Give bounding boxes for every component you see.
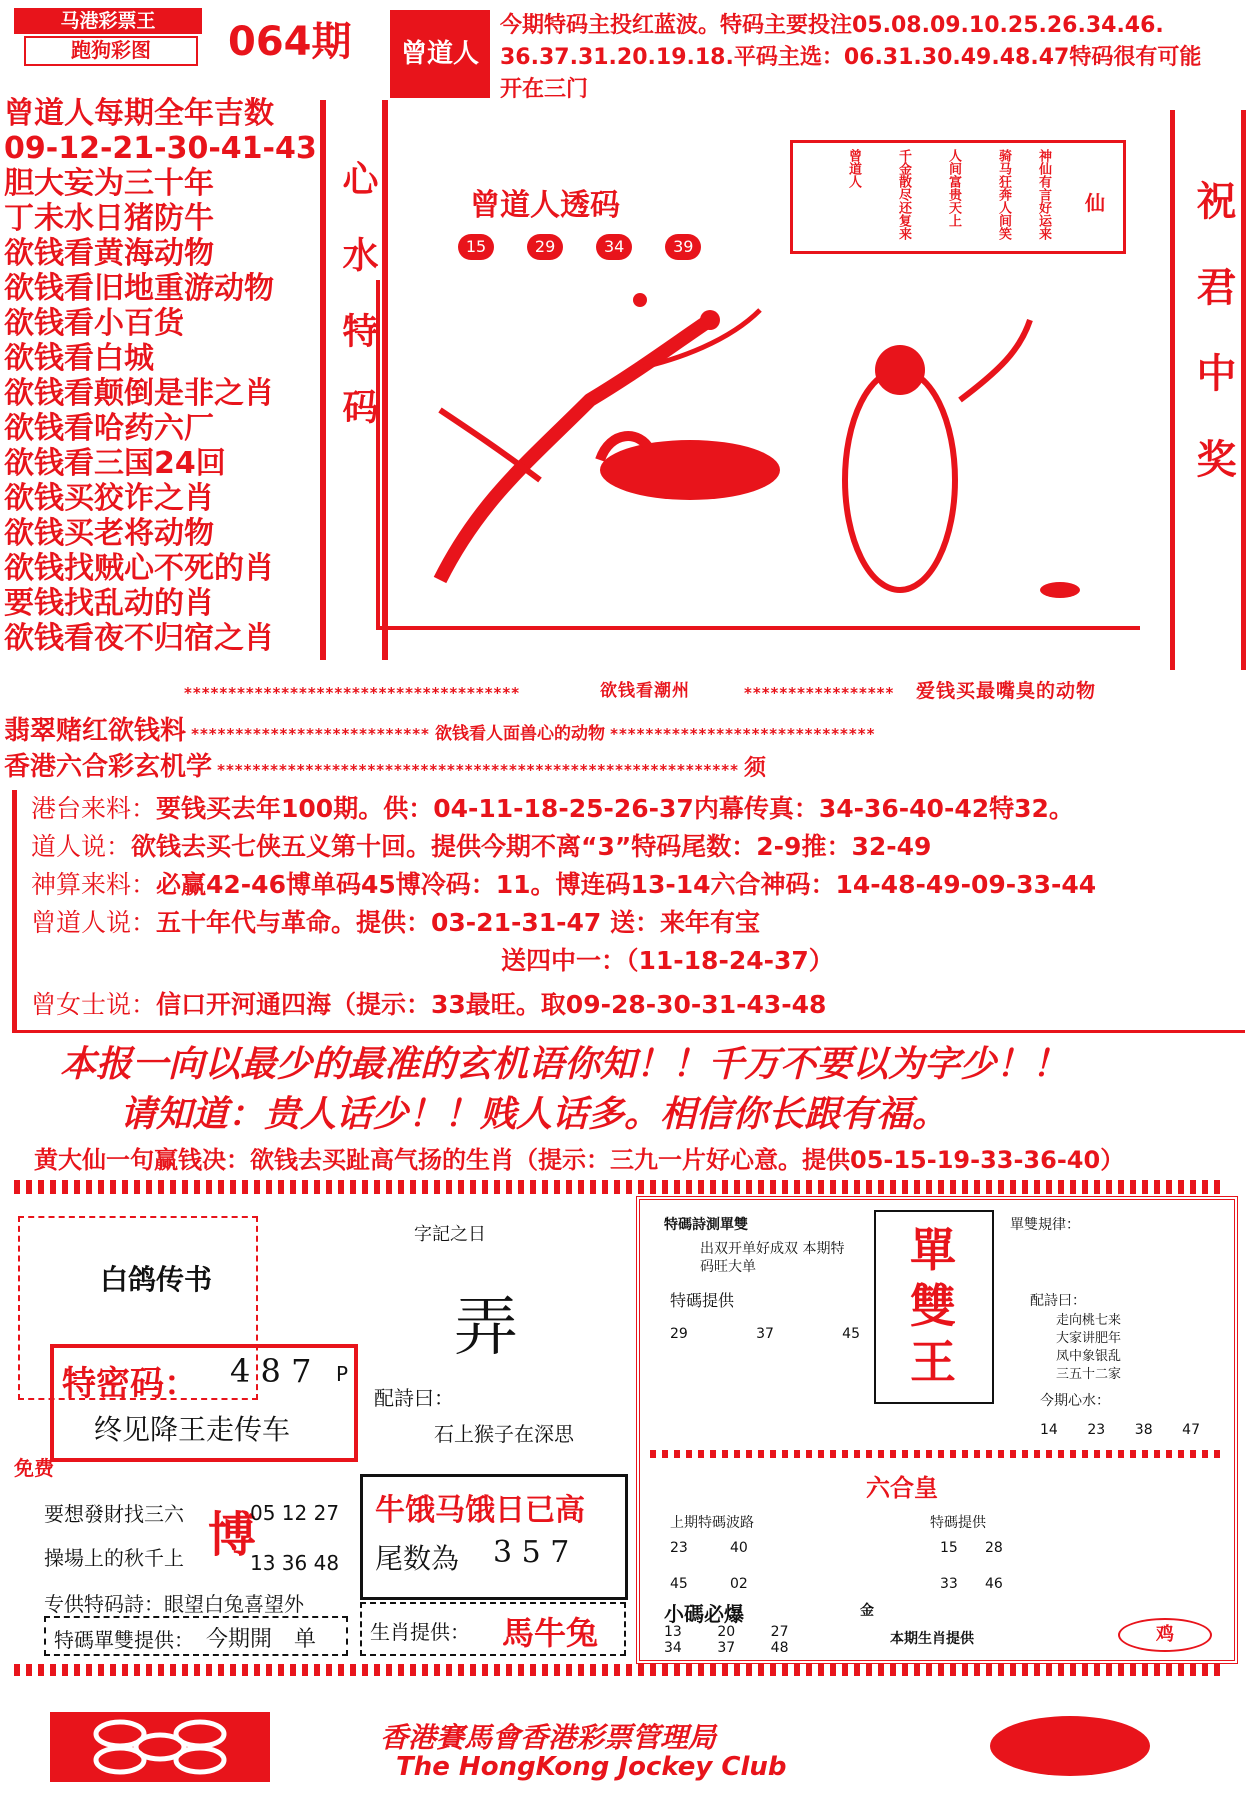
poem-box xyxy=(790,140,1126,254)
bo-character: 博 xyxy=(208,1507,257,1563)
tail-numbers: 3 5 7 xyxy=(493,1535,570,1570)
lower-title: 六合皇 xyxy=(866,1474,938,1502)
lower-mid-num: 33 xyxy=(940,1576,958,1592)
free-line: 要想發財找三六 xyxy=(44,1502,184,1526)
heart-num: 14 xyxy=(1040,1422,1058,1438)
hungry-text: 牛饿马饿日已高 xyxy=(375,1493,585,1528)
special-numbers: 4 8 7 xyxy=(230,1352,312,1390)
hen-badge: 鸡 xyxy=(1118,1618,1212,1652)
club-emblem-icon xyxy=(50,1712,270,1782)
clue-line: 欲钱买狡诈之肖 xyxy=(4,481,214,516)
right-pillar xyxy=(1170,110,1246,670)
clue-line: 欲钱看夜不归宿之肖 xyxy=(4,621,274,656)
book-title: 白鸽传书 xyxy=(100,1263,213,1296)
jockey-club-logo xyxy=(50,1712,270,1782)
header-logo xyxy=(14,8,204,64)
poem-line: 人间富贵天上 xyxy=(946,149,961,227)
stars-filler: ***************** xyxy=(744,684,895,702)
heart-num: 47 xyxy=(1182,1422,1200,1438)
lower-mid-title: 特碼提供 xyxy=(930,1515,986,1531)
big-character: 弄 xyxy=(454,1291,518,1365)
footer-org: 香港賽馬會香港彩票管理局 xyxy=(380,1721,717,1754)
tail-label: 尾数為 xyxy=(375,1542,460,1575)
info-line: 道人说：欲钱去买七侠五义第十回。提供今期不离“3”特码尾数：2-9推：32-49 xyxy=(31,832,932,861)
match-poem: 石上猴子在深思 xyxy=(434,1422,574,1446)
special-label: 特密码： xyxy=(62,1364,198,1404)
picture-title: 曾道人透码 xyxy=(470,188,620,223)
special-provide-nums xyxy=(670,1326,860,1342)
heart-label: 今期心水： xyxy=(1040,1393,1110,1409)
right-vertical-text: 祝君中奖 xyxy=(1190,180,1236,524)
clue-line: 欲钱看黄海动物 xyxy=(4,236,214,271)
top-poem: 出双开单好成双 本期特码旺大单 xyxy=(700,1241,845,1275)
zodiac-label: 生肖提供： xyxy=(370,1620,470,1644)
issue-number: 064期 xyxy=(228,19,352,65)
bottom-left-panel xyxy=(14,1196,626,1656)
stars-text-b: 爱钱买最嘴臭的动物 xyxy=(916,680,1097,702)
number-ball: 34 xyxy=(596,234,632,260)
zodiac-box xyxy=(360,1602,626,1656)
stars-filler: *********************************************************** xyxy=(217,761,739,779)
clue-line: 丁未水日猪防牛 xyxy=(4,201,214,236)
small-num: 20 xyxy=(717,1624,736,1640)
info-line: 曾道人说：五十年代与革命。提供：03-21-31-47 送：来年有宝 xyxy=(31,908,761,937)
clue-line: 欲钱看白城 xyxy=(4,341,154,376)
special-provide-label: 特碼提供 xyxy=(670,1291,735,1310)
free-lines xyxy=(44,1492,184,1580)
number-ball: 39 xyxy=(665,234,701,260)
lower-mid-num: 28 xyxy=(985,1540,1003,1556)
stars-filler: *************************** xyxy=(191,725,430,743)
special-num: 29 xyxy=(670,1326,688,1342)
ball-row xyxy=(458,234,715,260)
side-line: 三五十二家 xyxy=(1056,1367,1122,1382)
king-title: 單雙王 xyxy=(910,1223,956,1389)
slogan-line-2: 请知道：贵人话少！！贱人话多。相信你长跟有福。 xyxy=(120,1093,949,1135)
info-line: 曾女士说：信口开河通四海（提示：33最旺。取09-28-30-31-43-48 xyxy=(31,990,827,1019)
small-num: 34 xyxy=(664,1640,682,1656)
single-box xyxy=(44,1616,348,1656)
info-line: 神算来料：必赢42-46博单码45博冷码：11。博连码13-14六合神码：14-48-49-09-33-44 xyxy=(31,870,1097,899)
clue-line: 09-12-21-30-41-43 xyxy=(4,131,317,166)
old-man-icon xyxy=(845,370,955,590)
bo-number-row: 05 12 27 xyxy=(250,1501,340,1525)
special-poem-line: 专供特码詩：眼望白兔喜望外 xyxy=(44,1592,304,1616)
poem-title: 仙 xyxy=(1085,191,1105,215)
left-vertical-text: 心水特码 xyxy=(337,160,378,464)
lower-left-num: 40 xyxy=(730,1540,748,1556)
clue-line: 胆大妄为三十年 xyxy=(4,166,214,201)
gold-label: 金 xyxy=(860,1603,874,1619)
poem-line: 千金散尽还复来 xyxy=(896,149,911,240)
lower-left-num: 23 xyxy=(670,1540,688,1556)
lower-left-title: 上期特碼波路 xyxy=(670,1515,754,1531)
info-box xyxy=(12,790,1245,1033)
hungry-box xyxy=(360,1474,628,1600)
logo-line-2: 跑狗彩图 xyxy=(24,36,198,66)
illustration-frame xyxy=(376,280,1140,630)
number-ball: 15 xyxy=(458,234,494,260)
number-ball: 29 xyxy=(527,234,563,260)
special-tail: P xyxy=(336,1362,349,1386)
free-line: 操場上的秋千上 xyxy=(44,1546,184,1570)
lower-left-nums xyxy=(670,1540,790,1592)
side-line: 大家讲肥年 xyxy=(1056,1331,1122,1346)
special-poem: 终见降王走传车 xyxy=(94,1413,291,1446)
footer-club: The HongKong Jockey Club xyxy=(396,1752,787,1782)
stars-row-2 xyxy=(4,710,875,747)
clue-line: 欲钱看三国24回 xyxy=(4,446,226,481)
lower-mid-num: 46 xyxy=(985,1576,1003,1592)
stars-filler: ************************************** xyxy=(184,684,521,702)
top-title: 特碼詩測單雙 xyxy=(664,1217,748,1233)
bo-number-row: 13 36 48 xyxy=(250,1551,340,1575)
poem-line: 神仙有言好运来 xyxy=(1036,149,1051,240)
info-line: 送四中一：（11-18-24-37） xyxy=(501,946,834,975)
badge-zeng: 曾道人 xyxy=(390,10,490,98)
slogan-line-3: 黄大仙一句赢钱决：欲钱去买趾高气扬的生肖（提示：三九一片好心意。提供05-15-19-33-36-40） xyxy=(34,1146,1125,1174)
side-line: 走向桃七来 xyxy=(1056,1313,1122,1328)
poem-line: 骑马狂奔人间笑 xyxy=(996,149,1011,240)
bottom-right-panel xyxy=(636,1196,1238,1664)
side-label: 配詩曰： xyxy=(1030,1293,1086,1309)
poem-line: 曾道人 xyxy=(846,149,861,188)
small-num: 13 xyxy=(664,1624,682,1640)
stars-row-3 xyxy=(4,746,766,783)
slogan-line-1: 本报一向以最少的最准的玄机语你知！！千万不要以为字少！！ xyxy=(60,1043,1069,1085)
clue-line: 欲钱买老将动物 xyxy=(4,516,214,551)
logo-line-1: 马港彩票王 xyxy=(14,8,202,34)
king-box xyxy=(874,1210,994,1404)
side-title: 單雙規律： xyxy=(1010,1217,1080,1233)
mid-text: 本期生肖提供 xyxy=(890,1631,974,1647)
stars-filler: ****************************** xyxy=(610,725,876,743)
small-num: 48 xyxy=(770,1640,789,1656)
stars-row-1 xyxy=(184,680,1097,702)
side-lines xyxy=(1056,1312,1121,1384)
stars-text-a: 欲钱看潮州 xyxy=(600,681,690,701)
heart-num: 23 xyxy=(1087,1422,1106,1438)
inner-divider xyxy=(650,1450,1220,1458)
left-clue-list xyxy=(4,96,324,656)
side-line: 凤中象银乱 xyxy=(1056,1349,1122,1364)
announce-line-1: 今期特码主投红蓝波。特码主要投注05.08.09.10.25.26.34.46. xyxy=(500,13,1164,38)
bo-numbers xyxy=(250,1488,339,1588)
heart-nums xyxy=(1040,1422,1200,1438)
lower-left-num: 02 xyxy=(730,1576,748,1592)
stars-end: 须 xyxy=(744,756,767,781)
announcement xyxy=(500,10,1245,106)
info-line: 港台来料：要钱买去年100期。供：04-11-18-25-26-37内幕传真：34-36-40-42特32。 xyxy=(31,794,1074,823)
zodiac-value: 馬牛兔 xyxy=(502,1614,599,1652)
lower-left-num: 45 xyxy=(670,1576,688,1592)
small-num: 27 xyxy=(770,1624,789,1640)
single-label: 特碼單雙提供： xyxy=(54,1628,194,1652)
clue-line: 欲钱看旧地重游动物 xyxy=(4,271,274,306)
stars-left-label: 翡翠赌红欲钱料 xyxy=(4,716,187,746)
announce-line-3: 开在三门 xyxy=(500,77,589,102)
clue-line: 欲钱看哈药六厂 xyxy=(4,411,214,446)
lower-mid-num: 15 xyxy=(940,1540,958,1556)
small-nums xyxy=(664,1624,824,1656)
clue-line: 欲钱找贼心不死的肖 xyxy=(4,551,274,586)
footer-seal-icon xyxy=(990,1716,1150,1776)
single-value: 今期開 单 xyxy=(206,1627,317,1652)
clue-line: 欲钱看颠倒是非之肖 xyxy=(4,376,274,411)
pattern-divider-2 xyxy=(14,1664,1224,1676)
announce-line-2: 36.37.31.20.19.18.平码主选：06.31.30.49.48.47特码很有可能 xyxy=(500,45,1202,70)
special-num: 37 xyxy=(756,1326,774,1342)
heart-num: 38 xyxy=(1134,1422,1153,1438)
special-box xyxy=(50,1344,358,1462)
stars-mid-label: 欲钱看人面兽心的动物 xyxy=(435,724,605,744)
clue-line: 要钱找乱动的肖 xyxy=(4,586,214,621)
pattern-divider xyxy=(14,1180,1224,1194)
match-label: 配詩曰： xyxy=(374,1386,454,1410)
clue-line: 曾道人每期全年吉数 xyxy=(4,96,274,131)
lower-mid-nums xyxy=(940,1540,1030,1592)
illustration xyxy=(380,280,1140,626)
free-label: 免费 xyxy=(14,1456,54,1480)
date-label: 字記之日 xyxy=(414,1224,486,1245)
clue-line: 欲钱看小百货 xyxy=(4,306,184,341)
special-num: 45 xyxy=(842,1326,860,1342)
small-title: 小碼必爆 xyxy=(664,1602,744,1626)
rooster-icon xyxy=(600,440,780,500)
small-num: 37 xyxy=(717,1640,736,1656)
stars-left-label-2: 香港六合彩玄机学 xyxy=(4,752,213,782)
